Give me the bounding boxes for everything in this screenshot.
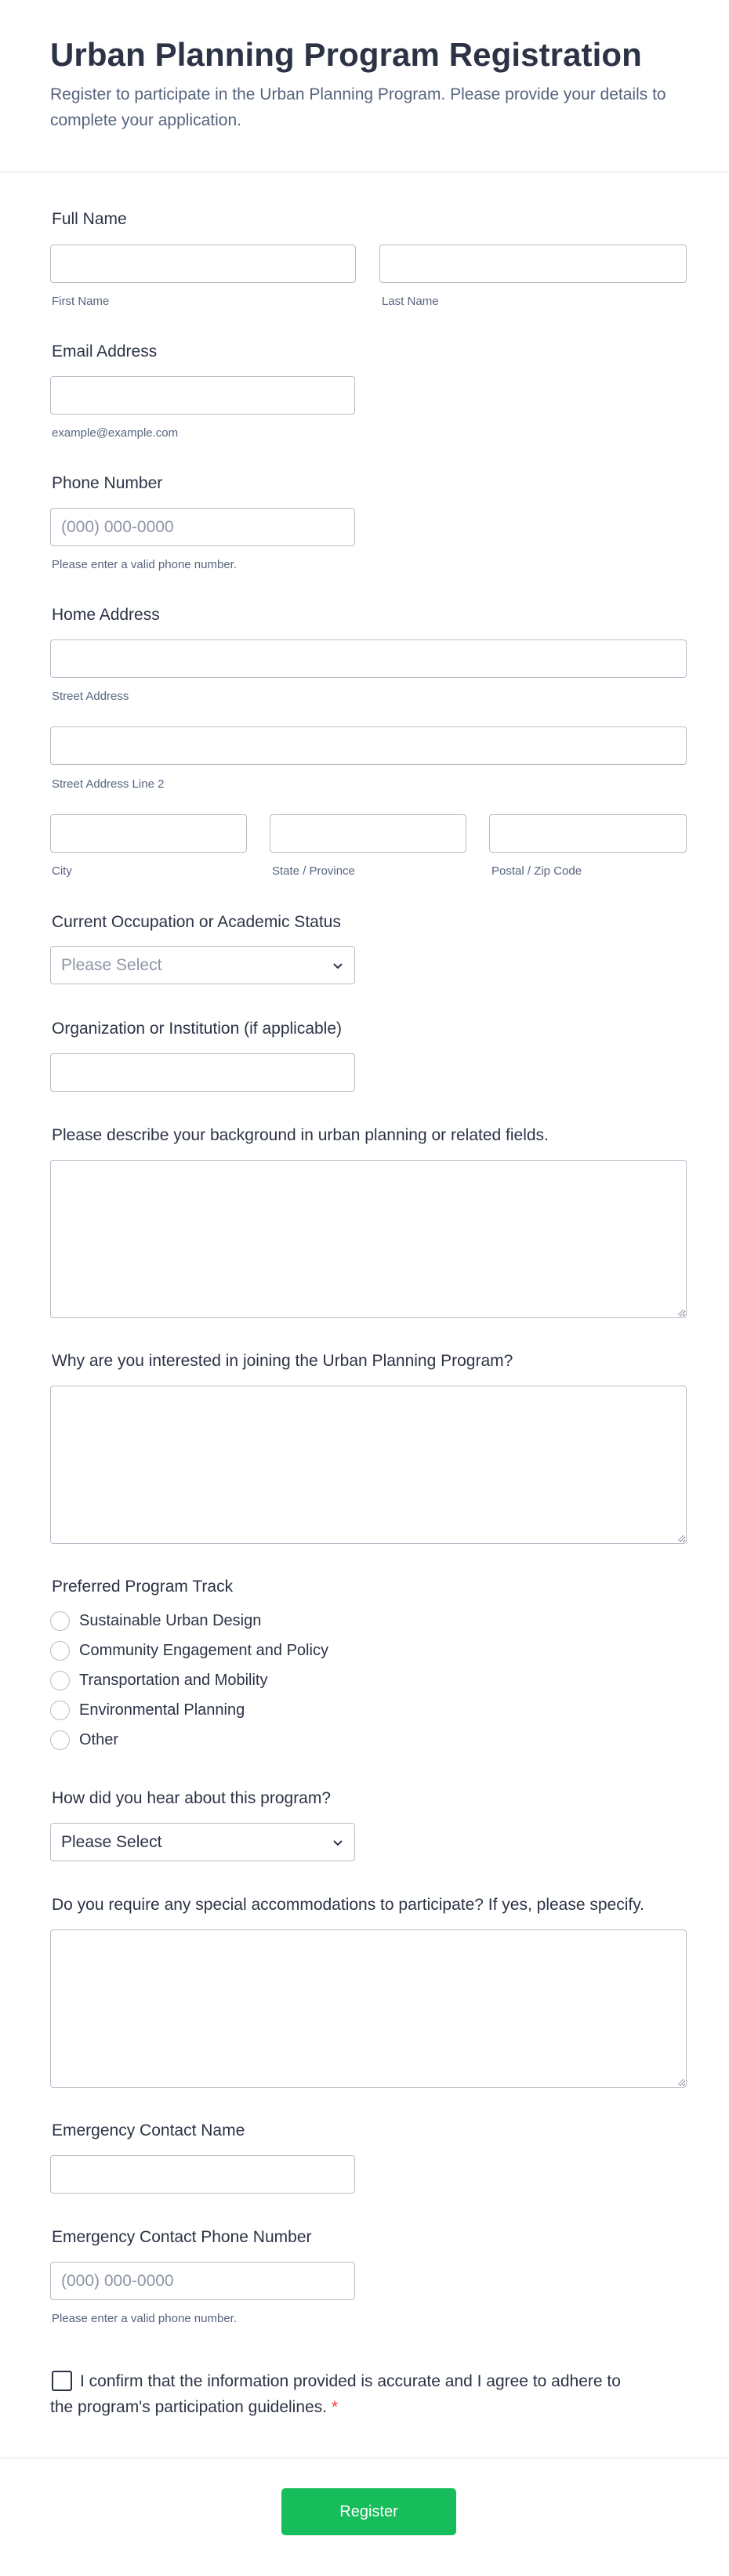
confirm-label bbox=[50, 2368, 646, 2420]
background-label: Please describe your background in urban planning or related fields. bbox=[52, 1126, 549, 1144]
track-option-label: Environmental Planning bbox=[79, 1701, 245, 1719]
required-asterisk: * bbox=[332, 2398, 339, 2416]
radio-button[interactable] bbox=[50, 1641, 70, 1661]
form-header bbox=[0, 0, 729, 172]
accommodations-label: Do you require any special accommodations to participate? If yes, please specify. bbox=[52, 1896, 644, 1914]
interest-label: Why are you interested in joining the Urban Planning Program? bbox=[52, 1352, 513, 1370]
email-sublabel: example@example.com bbox=[52, 426, 179, 440]
email-label: Email Address bbox=[52, 342, 158, 360]
street-address-input[interactable] bbox=[50, 639, 687, 678]
radio-button[interactable] bbox=[50, 1611, 70, 1631]
city-input[interactable] bbox=[50, 814, 247, 853]
occupation-selected-value: Please Select bbox=[61, 956, 162, 974]
track-option-label: Other bbox=[79, 1730, 119, 1748]
organization-input[interactable] bbox=[50, 1053, 355, 1092]
phone-input[interactable] bbox=[50, 508, 355, 546]
last-name-input[interactable] bbox=[379, 245, 687, 283]
occupation-label: Current Occupation or Academic Status bbox=[52, 913, 341, 931]
track-option-other[interactable] bbox=[50, 1728, 118, 1752]
state-input[interactable] bbox=[270, 814, 466, 853]
first-name-input[interactable] bbox=[50, 245, 356, 283]
resize-grip-icon[interactable] bbox=[676, 1308, 684, 1316]
track-option-label: Transportation and Mobility bbox=[79, 1671, 268, 1689]
radio-button[interactable] bbox=[50, 1701, 70, 1720]
street-address-line2-sublabel: Street Address Line 2 bbox=[52, 777, 165, 791]
street-address-sublabel: Street Address bbox=[52, 690, 129, 703]
background-textarea[interactable] bbox=[50, 1160, 687, 1318]
radio-button[interactable] bbox=[50, 1730, 70, 1750]
last-name-sublabel: Last Name bbox=[382, 295, 439, 308]
zip-sublabel: Postal / Zip Code bbox=[491, 864, 582, 878]
street-address-line2-input[interactable] bbox=[50, 726, 687, 765]
track-option-sustainable-urban-design[interactable] bbox=[50, 1609, 261, 1632]
chevron-down-icon bbox=[331, 1835, 345, 1850]
resize-grip-icon[interactable] bbox=[676, 2078, 684, 2085]
zip-input[interactable] bbox=[489, 814, 687, 853]
emergency-phone-sublabel: Please enter a valid phone number. bbox=[52, 2312, 237, 2325]
occupation-select[interactable] bbox=[50, 946, 355, 984]
track-option-transportation[interactable] bbox=[50, 1668, 268, 1692]
emergency-phone-input[interactable] bbox=[50, 2262, 355, 2300]
referral-label: How did you hear about this program? bbox=[52, 1789, 332, 1807]
page-title: Urban Planning Program Registration bbox=[50, 36, 642, 73]
emergency-name-label: Emergency Contact Name bbox=[52, 2121, 245, 2139]
page-subtitle: Register to participate in the Urban Planning Program. Please provide your details to complete your application. bbox=[50, 85, 666, 129]
emergency-phone-label: Emergency Contact Phone Number bbox=[52, 2228, 312, 2246]
state-sublabel: State / Province bbox=[272, 864, 355, 878]
resize-grip-icon[interactable] bbox=[676, 1534, 684, 1542]
track-option-label: Sustainable Urban Design bbox=[79, 1611, 262, 1629]
chevron-down-icon bbox=[331, 958, 345, 973]
track-option-label: Community Engagement and Policy bbox=[79, 1641, 328, 1659]
track-label: Preferred Program Track bbox=[52, 1578, 234, 1596]
organization-label: Organization or Institution (if applicable) bbox=[52, 1020, 343, 1038]
full-name-label: Full Name bbox=[52, 210, 127, 228]
referral-select[interactable] bbox=[50, 1823, 355, 1861]
referral-selected-value: Please Select bbox=[61, 1833, 162, 1851]
email-input[interactable] bbox=[50, 376, 355, 415]
accommodations-textarea[interactable] bbox=[50, 1929, 687, 2088]
first-name-sublabel: First Name bbox=[52, 295, 110, 308]
interest-textarea[interactable] bbox=[50, 1386, 687, 1544]
confirm-text: I confirm that the information provided is accurate and I agree to adhere to the program's participation guidelines. bbox=[50, 2372, 621, 2416]
emergency-name-input[interactable] bbox=[50, 2155, 355, 2194]
city-sublabel: City bbox=[52, 864, 72, 878]
track-option-community-engagement[interactable] bbox=[50, 1639, 328, 1662]
phone-sublabel: Please enter a valid phone number. bbox=[52, 558, 237, 571]
register-button[interactable]: Register bbox=[281, 2488, 456, 2535]
phone-label: Phone Number bbox=[52, 474, 163, 492]
track-option-environmental-planning[interactable] bbox=[50, 1698, 245, 1722]
confirm-checkbox[interactable] bbox=[52, 2371, 72, 2391]
radio-button[interactable] bbox=[50, 1671, 70, 1690]
address-label: Home Address bbox=[52, 606, 160, 624]
